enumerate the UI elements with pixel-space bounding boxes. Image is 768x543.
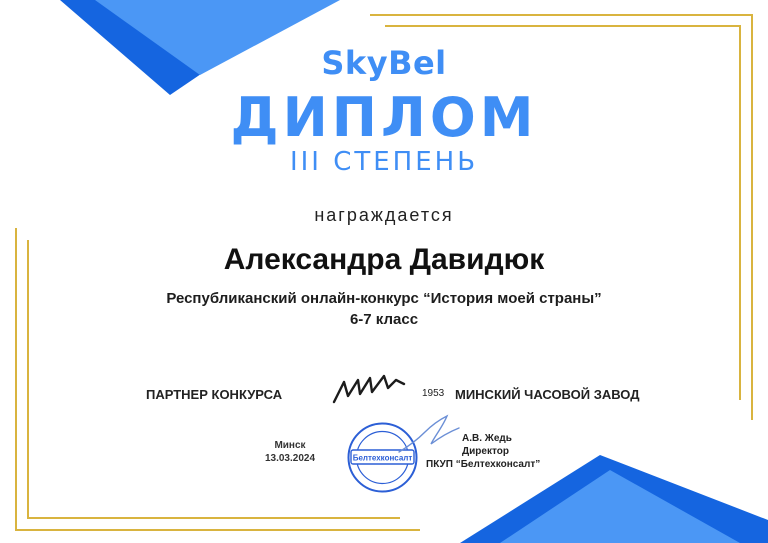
signature-icon	[395, 412, 465, 460]
recipient-name: Александра Давидюк	[223, 243, 545, 276]
awarded-label: награждается	[314, 205, 454, 225]
brand-logo: SkyBel	[321, 44, 447, 82]
issue-city: Минск	[274, 440, 306, 451]
issue-date: 13.03.2024	[264, 453, 316, 464]
diploma-title: ДИПЛОМ	[230, 86, 538, 149]
stamp-center-text: Белтехконсалт	[352, 453, 413, 463]
partner-name: МИНСКИЙ ЧАСОВОЙ ЗАВОД	[455, 387, 640, 402]
signer-name: А.В. Жедь	[462, 433, 512, 444]
partner-logo-icon	[330, 372, 410, 408]
signer-organization: ПКУП “Белтехконсалт”	[426, 459, 541, 470]
diploma-degree: III СТЕПЕНЬ	[289, 147, 479, 177]
signer-position: Директор	[462, 446, 509, 457]
partner-year: 1953	[422, 388, 445, 399]
grade-level: 6-7 класс	[349, 311, 419, 328]
partner-label: ПАРТНЕР КОНКУРСА	[146, 387, 283, 402]
contest-name: Республиканский онлайн-конкурс “История моей страны”	[166, 290, 602, 307]
